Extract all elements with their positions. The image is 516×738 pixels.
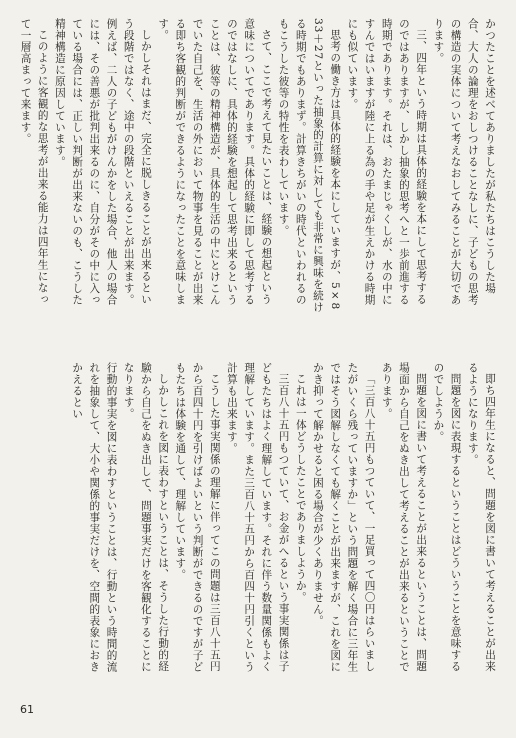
upper-paragraph: かつたことを述べてありましたが私たちはこうした場合、大人の論理をおしつけることなしに、子どもの思考の構造の実体について考えなおしてみることが大切であります。 <box>432 18 496 306</box>
lower-paragraph: 問題を図に書いて考えることが出来るということは、問題場面から自己をぬき出して考えることが出来るということであります。 <box>380 362 428 673</box>
upper-text-block <box>10 18 498 322</box>
upper-paragraph: しかしそれはまだ、完全に脱しきることが出来るという段階ではなく、途中の段階といえることが出来ます。例えば、二人の子どもがけんかをした場合、他人の場合には、その善悪が批判出来るのに、自分がその中に入っている場合には、正しい判断が出来ないのも、こうした精神構造に原因しています。 <box>53 18 152 306</box>
lower-paragraph: しかしこれを図に表わすということは、そうした行動的経験から自己をぬき出して、問題事実だけを客観化することになります。 <box>122 362 170 673</box>
upper-paragraph: このように客観的な思考が出来る能力は四年生になって一層高まって来ます。 <box>19 18 49 305</box>
lower-paragraph: 即ち四年生になると、問題を図に書いて考えることが出来るようになります。 <box>466 362 496 672</box>
upper-paragraph: 三、四年という時期は具体的経験を本にして思考するのではありますが、しかし抽象的思考へと一歩前進する時期であります。それは、おたまじゃくしが、水の中にすんではいますが陸に上る為の手や足が生えかける時期にも似ています。 <box>346 18 428 306</box>
page-number: 61 <box>20 703 34 716</box>
lower-text-block <box>10 362 498 680</box>
upper-paragraph: さて、ここで考えて見たいことは、経験の想起という意味についてであります。具体的経験に即して思考するのではなしに、具体的経験を想起して思考出来るということは、彼等の精神構造が、具体的生活の中にとけこんでいた自己を、生活の外において物事を見ることが出来る即ち客観的判断ができるようになったことを意味します。 <box>157 18 273 306</box>
lower-paragraph: 問題を図に表現するということはどういうことを意味するのでしようか。 <box>432 362 462 672</box>
upper-paragraph: 思考の働き方は具体的経験を本にしていますが、5×8 33＋27といった抽象的計算に対しても非常に興味を続ける時期でもありまず。計算きちがいの時代といわれるのもこうした彼等の特性を表わしています。 <box>277 18 342 322</box>
lower-paragraph: これは一体どうしたことでありましようか。 <box>294 372 307 603</box>
lower-paragraph: 行動的事実を図に表わすということは、行動という時間的流れを抽象して、大小や関係的事実だけを、空間的表象におきかえるとい <box>71 362 118 673</box>
lower-paragraph: こうした事実関係の理解に伴ってこの問題は三百八十五円から百四十円を引けばよいという判断ができるのですが子どもたちは体験を通して、理解しています。 <box>174 362 221 673</box>
lower-paragraph: 「三百八十五円もつていて、一足買って四〇円はらいましたがいくら残っていますか」という問題を解く場合に三年生ではそう図解しなくても解くことが出来ますが、これを図にかき抑って解かせると困る場合が少くありません。 <box>311 362 376 673</box>
lower-paragraph: 三百八十五円もつていて、お金がへるという事実関係は子どもたちはよく理解しています。それに伴う数量関係もよく理解しています。また三百八十五円から百四十円引くという計算も出来ます。 <box>225 362 290 673</box>
